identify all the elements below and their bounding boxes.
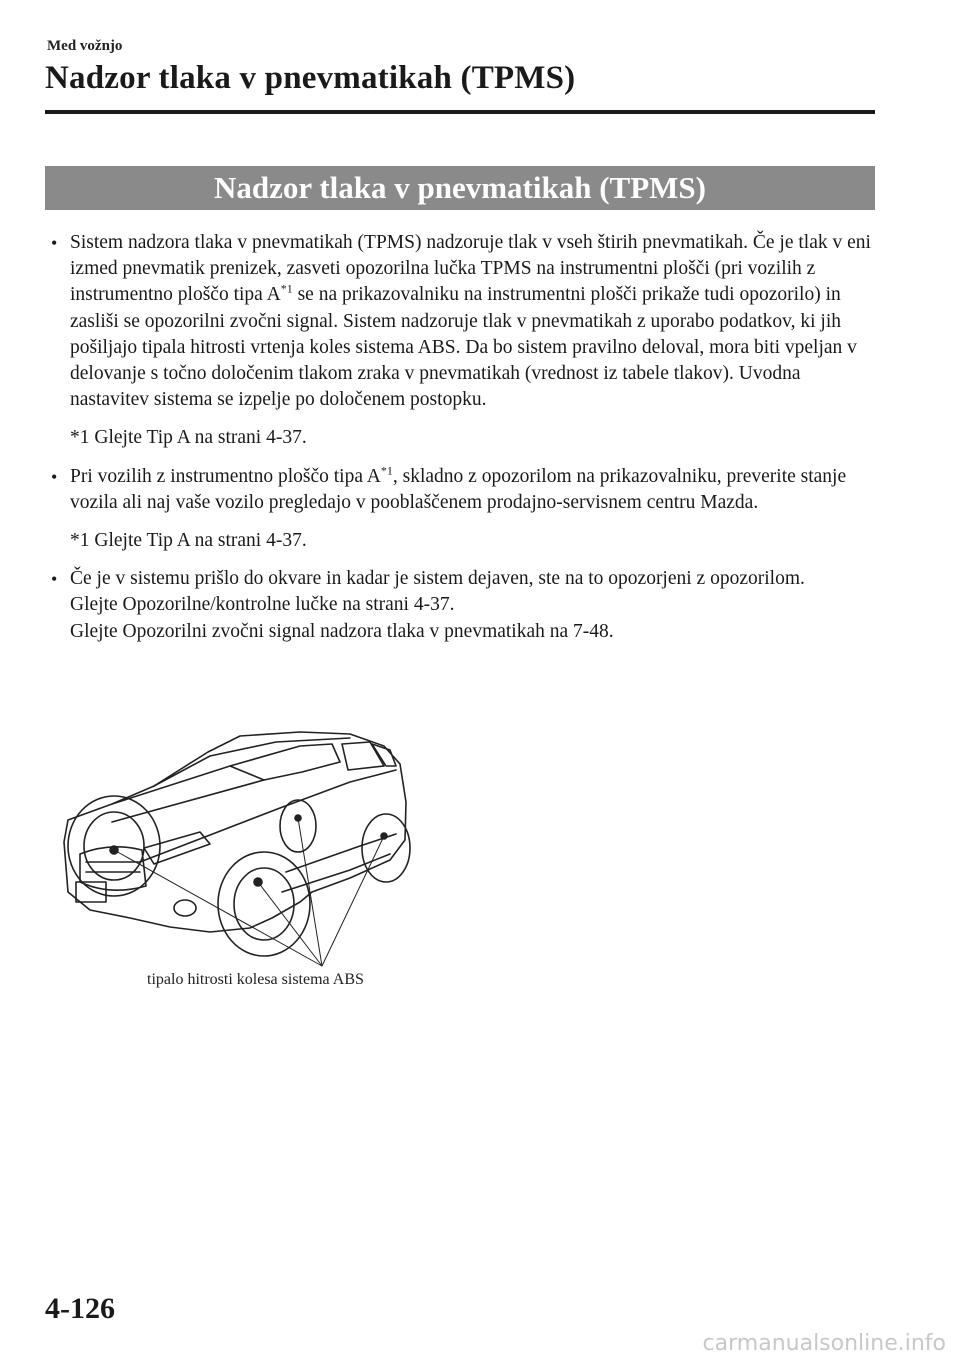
- banner-title: Nadzor tlaka v pnevmatikah (TPMS): [213, 170, 706, 205]
- bullet-text-cont: , skladno z opozorilom na prikazovalniku, preverite stanje vozila ali naj vaše vozilo pregledajo v pooblaščenem prodajno-servisnem centru Mazda.: [70, 465, 847, 513]
- cross-reference: Glejte Opozorilni zvočni signal nadzora tlaka v pnevmatikah na 7-48.: [70, 620, 614, 642]
- bullet-item: [48, 464, 878, 516]
- section-banner: [45, 166, 875, 210]
- body-content: [48, 230, 878, 645]
- sensor-leader-lines: [114, 818, 384, 966]
- footnote: *1 Glejte Tip A na strani 4-37.: [70, 530, 307, 552]
- bullet-icon: •: [51, 466, 58, 487]
- car-illustration: [50, 722, 422, 997]
- figure-caption: tipalo hitrosti kolesa sistema ABS: [147, 971, 364, 988]
- page-number: 4-126: [45, 1292, 115, 1325]
- rear-left-wheel: [280, 800, 316, 852]
- bullet-text: Sistem nadzora tlaka v pnevmatikah (TPMS) nadzoruje tlak v vseh štirih pnevmatikah. Če je tlak v eni izmed pnevmatik prenizek, zasveti opozorilna lučka TPMS na instrumentni plošči (pri vozilih z instrumentno ploščo tipa A: [70, 232, 871, 306]
- bullet-item: [48, 566, 878, 645]
- watermark: carmanualsonline.info: [702, 1331, 946, 1356]
- rear-right-wheel: [362, 814, 410, 882]
- car-windows: [230, 744, 340, 780]
- page-title: Nadzor tlaka v pnevmatikah (TPMS): [45, 60, 576, 96]
- footnote-marker: *1: [380, 463, 393, 478]
- footnote-marker: *1: [280, 281, 293, 296]
- car-drawing: [50, 722, 422, 972]
- bullet-text: Če je v sistemu prišlo do okvare in kadar je sistem dejaven, ste na to opozorjeni z opozorilom.: [70, 568, 805, 590]
- bullet-icon: •: [51, 569, 58, 590]
- bullet-text: Pri vozilih z instrumentno ploščo tipa A: [70, 465, 381, 487]
- title-divider: [45, 110, 875, 114]
- car-body-outline: [64, 732, 406, 932]
- footnote: *1 Glejte Tip A na strani 4-37.: [70, 427, 307, 449]
- section-label: Med vožnjo: [47, 38, 123, 54]
- bullet-item: [48, 230, 878, 413]
- bullet-text-cont: se na prikazovalniku na instrumentni plošči prikaže tudi opozorilo) in zasliši se opozorilni zvočni signal. Sistem nadzoruje tlak v pnevmatikah z uporabo podatkov, ki jih pošiljajo tipala hitrosti vrtenja koles sistema ABS. Da bo sistem pravilno deloval, mora biti vpeljan v delovanje s točno določenim tlakom zraka v pnevmatikah (vrednost iz tabele tlakov). Uvodna nastavitev sistema se izpelje po določenem postopku.: [70, 284, 857, 411]
- cross-reference: Glejte Opozorilne/kontrolne lučke na strani 4-37.: [70, 594, 455, 616]
- bullet-icon: •: [51, 233, 58, 253]
